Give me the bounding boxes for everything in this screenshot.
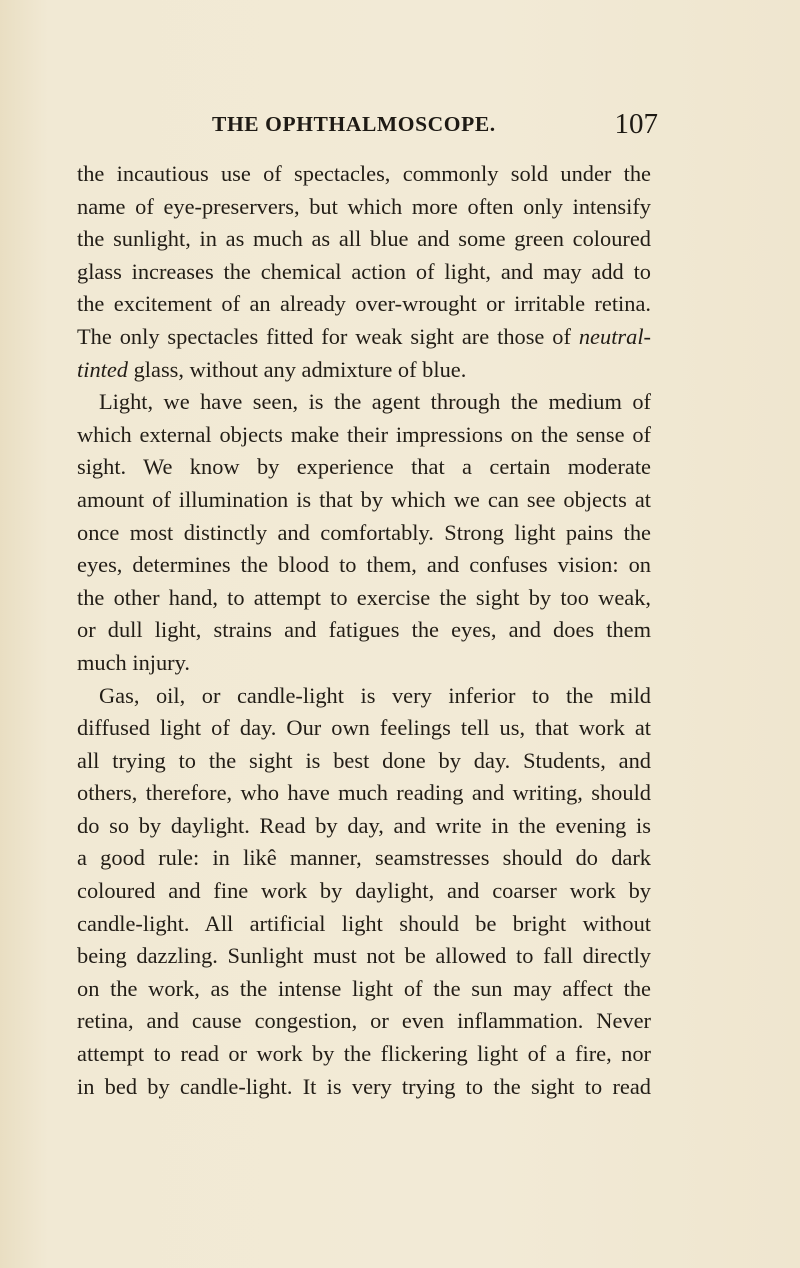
text-line: once most distinctly and comfortably. Strong light pains the bbox=[77, 519, 651, 545]
page-header bbox=[212, 108, 658, 146]
text-line: the sunlight, in as much as all blue and some green coloured bbox=[77, 226, 651, 252]
text-line: name of eye-preservers, but which more often only intensify bbox=[77, 193, 651, 219]
text-line: all trying to the sight is best done by day. Students, and bbox=[77, 747, 651, 773]
text-line: a good rule: in likê manner, seamstresses should do dark bbox=[77, 845, 651, 871]
text-line: amount of illumination is that by which we can see objects at bbox=[77, 486, 651, 512]
text-line: others, therefore, who have much reading and writing, should bbox=[77, 780, 651, 806]
text-line: candle-light. All artificial light should be bright without bbox=[77, 910, 651, 936]
body-text bbox=[77, 158, 651, 1103]
text-line: the excitement of an already over-wrought or irritable retina. bbox=[77, 291, 651, 317]
text-line: retina, and cause congestion, or even inflammation. Never bbox=[77, 1008, 651, 1034]
text-line bbox=[77, 354, 651, 387]
text-line: attempt to read or work by the flickering light of a fire, nor bbox=[77, 1041, 651, 1067]
text-line: being dazzling. Sunlight must not be allowed to fall directly bbox=[77, 943, 651, 969]
italic-word: tinted bbox=[77, 356, 128, 382]
text-line: the other hand, to attempt to exercise the sight by too weak, bbox=[77, 584, 651, 610]
text-line: on the work, as the intense light of the sun may affect the bbox=[77, 975, 651, 1001]
running-head: THE OPHTHALMOSCOPE. bbox=[212, 112, 496, 136]
text-line: the incautious use of spectacles, commonly sold under the bbox=[77, 161, 651, 186]
text-line: coloured and fine work by daylight, and coarser work by bbox=[77, 878, 651, 904]
text-fragment: glass, without any admixture of blue. bbox=[133, 356, 467, 382]
text-fragment: The only spectacles fitted for weak sight are those of bbox=[77, 323, 571, 349]
text-line bbox=[77, 321, 651, 354]
text-line: in bed by candle-light. It is very trying to the sight to read bbox=[77, 1073, 651, 1099]
page-number: 107 bbox=[614, 108, 658, 140]
text-line: which external objects make their impressions on the sense of bbox=[77, 421, 651, 447]
text-line: sight. We know by experience that a certain moderate bbox=[77, 454, 651, 480]
text-line: much injury. bbox=[77, 649, 190, 675]
text-line: or dull light, strains and fatigues the eyes, and does them bbox=[77, 617, 651, 643]
text-line: diffused light of day. Our own feelings tell us, that work at bbox=[77, 715, 651, 741]
text-line: eyes, determines the blood to them, and confuses vision: on bbox=[77, 552, 651, 578]
text-line: do so by daylight. Read by day, and write in the evening is bbox=[77, 812, 651, 838]
text-line: glass increases the chemical action of light, and may add to bbox=[77, 258, 651, 284]
italic-word: neutral- bbox=[578, 323, 651, 349]
text-line: Gas, oil, or candle-light is very inferior to the mild bbox=[99, 682, 651, 708]
text-line: Light, we have seen, is the agent through the medium of bbox=[99, 389, 651, 415]
